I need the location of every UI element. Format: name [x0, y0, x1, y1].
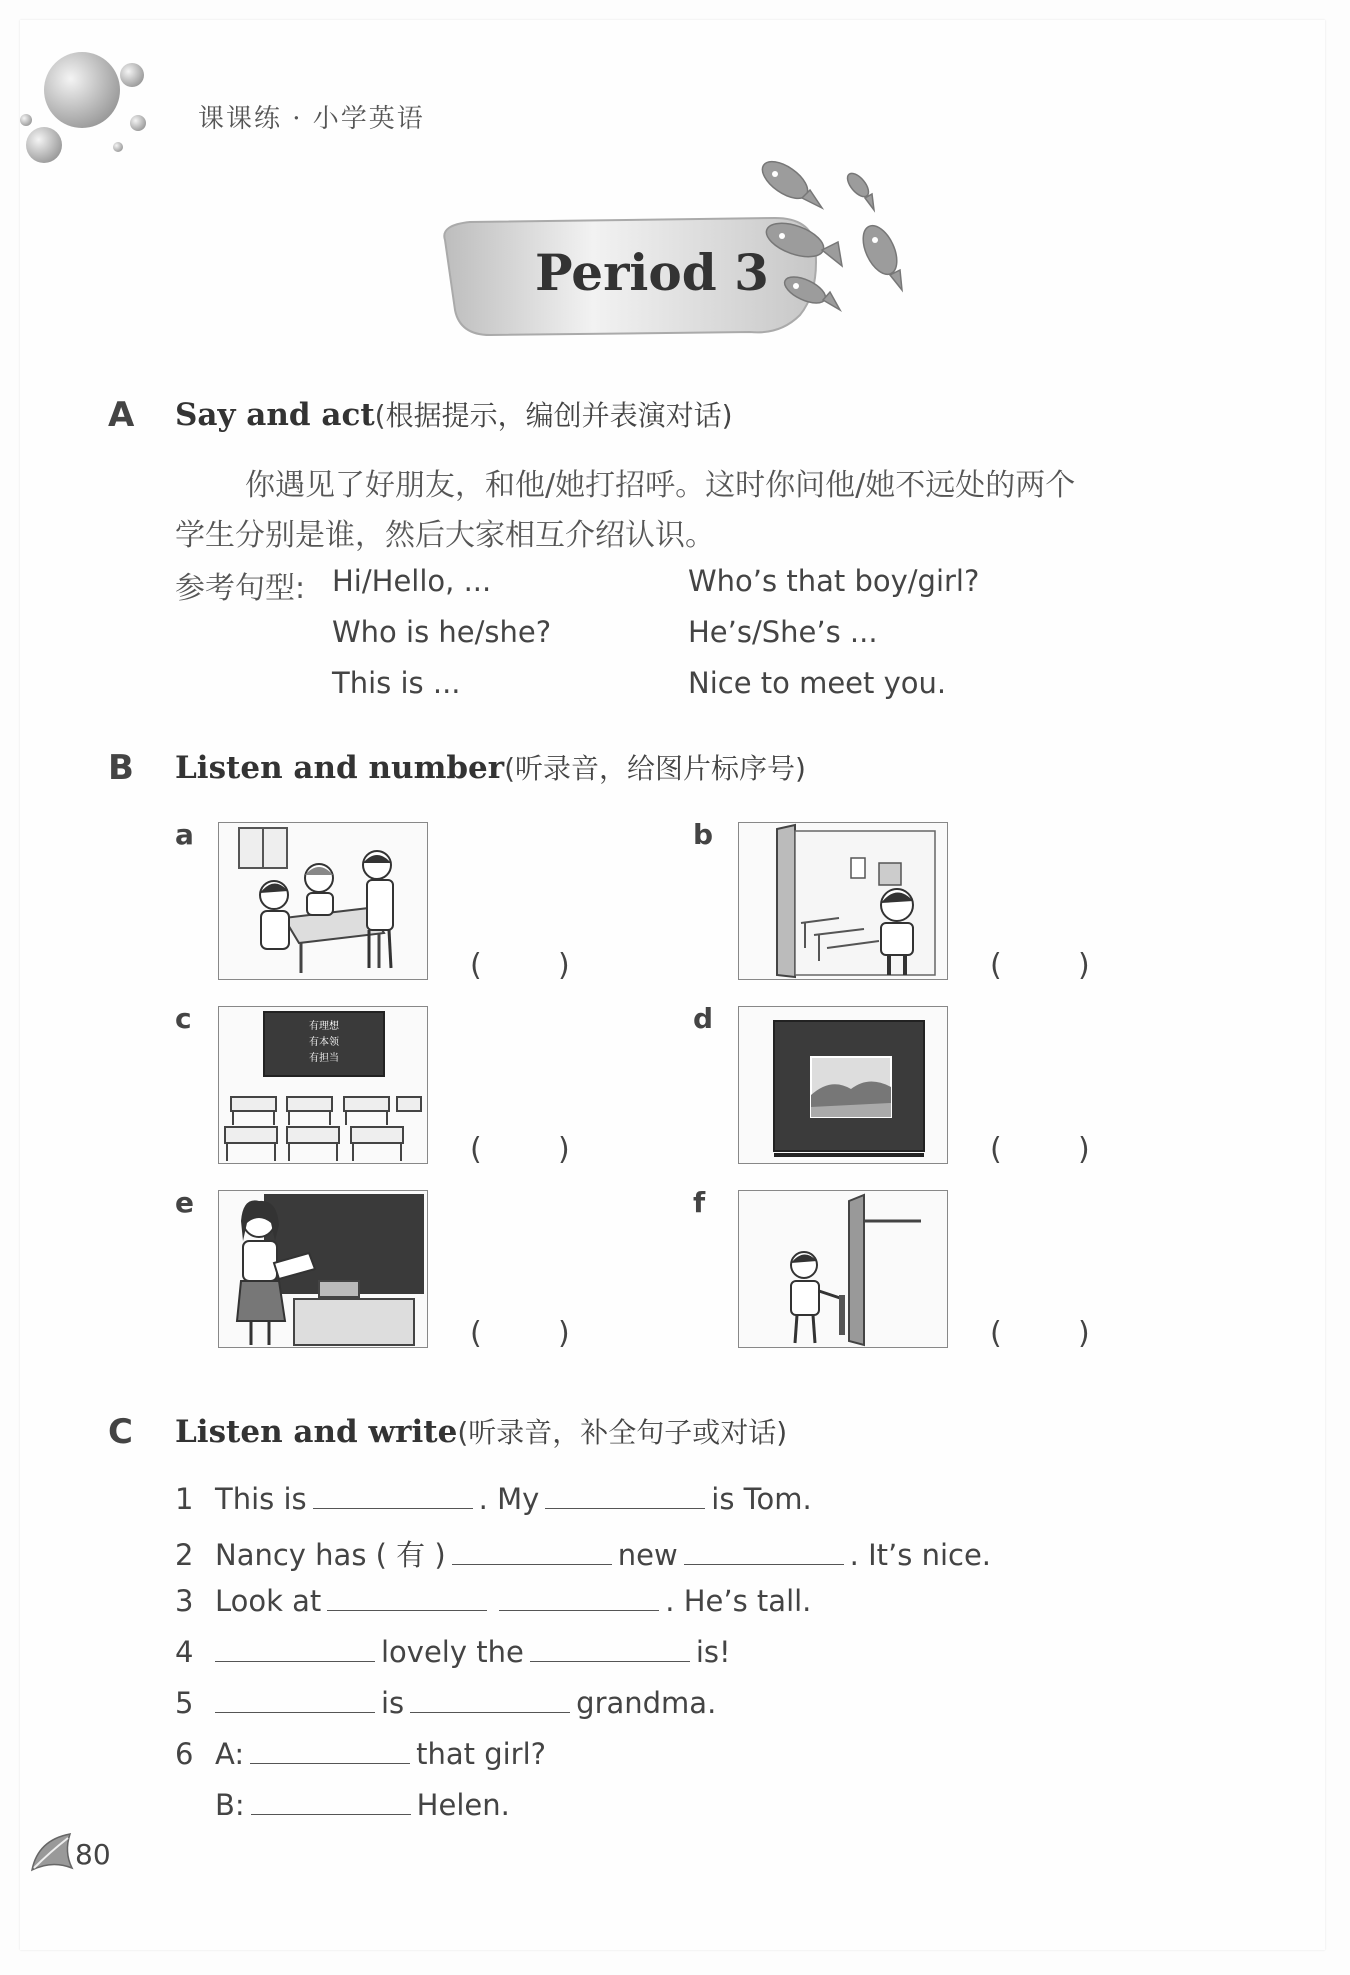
answer-blank[interactable]	[684, 1540, 844, 1565]
answer-paren-close-c: )	[558, 1132, 570, 1167]
section-a-note: (根据提示，编创并表演对话)	[374, 399, 733, 432]
boy-at-classroom-door-picture	[738, 822, 948, 980]
answer-blank[interactable]	[530, 1637, 690, 1662]
phrase-left-2: Who is he/she?	[332, 615, 552, 649]
answer-paren-open-c: (	[470, 1132, 482, 1167]
reference-label: 参考句型:	[175, 571, 306, 606]
section-b-letter: B	[108, 748, 134, 788]
picture-label-a: a	[175, 818, 194, 851]
item-number: 5	[175, 1686, 194, 1720]
phrase-right-1: Who’s that boy/girl?	[688, 564, 980, 598]
answer-blank[interactable]	[250, 1739, 410, 1764]
page-number: 80	[75, 1838, 111, 1871]
item-number: 3	[175, 1584, 194, 1618]
leaf-icon	[28, 1830, 78, 1874]
write-item-1: 1 This is . My is Tom.	[175, 1482, 812, 1516]
write-item-6a: 6 A: that girl?	[175, 1737, 547, 1771]
picture-label-c: c	[175, 1002, 192, 1035]
section-c-letter: C	[108, 1412, 133, 1452]
item-number: 6	[175, 1737, 194, 1771]
boy-at-door-picture	[738, 1190, 948, 1348]
phrase-left-3: This is ...	[332, 666, 461, 700]
board-text-3: 有担当	[309, 1053, 339, 1064]
write-item-6b: B: Helen.	[215, 1788, 510, 1822]
answer-blank[interactable]	[313, 1484, 473, 1509]
teacher-at-desk-picture	[218, 1190, 428, 1348]
section-b-title: Listen and number(听录音，给图片标序号)	[175, 750, 806, 786]
children-at-desk-picture	[218, 822, 428, 980]
answer-blank[interactable]	[215, 1637, 375, 1662]
bubbles-decoration-icon	[20, 45, 170, 175]
board-text-2: 有本领	[309, 1037, 339, 1048]
write-item-5: 5 is grandma.	[175, 1686, 717, 1720]
period-title: Period 3	[535, 243, 769, 302]
answer-blank[interactable]	[452, 1540, 612, 1565]
blackboard-painting-picture	[738, 1006, 948, 1164]
answer-paren-open-b: (	[990, 948, 1002, 983]
running-header: 课课练 · 小学英语	[198, 104, 425, 134]
section-c-title: Listen and write(听录音，补全句子或对话)	[175, 1414, 788, 1450]
picture-label-f: f	[693, 1186, 706, 1219]
answer-paren-open-e: (	[470, 1316, 482, 1351]
section-a-title: Say and act(根据提示，编创并表演对话)	[175, 397, 733, 433]
phrase-right-3: Nice to meet you.	[688, 666, 947, 700]
picture-label-e: e	[175, 1186, 194, 1219]
write-item-2: 2 Nancy has ( 有 ) new . It’s nice.	[175, 1538, 992, 1572]
item-number: 2	[175, 1538, 194, 1572]
section-c-note: (听录音，补全句子或对话)	[457, 1416, 788, 1449]
section-a-letter: A	[108, 395, 135, 435]
picture-label-b: b	[693, 818, 714, 851]
answer-paren-close-a: )	[558, 948, 570, 983]
section-b-note: (听录音，给图片标序号)	[504, 752, 806, 785]
answer-paren-close-e: )	[558, 1316, 570, 1351]
write-item-3: 3 Look at . He’s tall.	[175, 1584, 812, 1618]
answer-paren-open-a: (	[470, 948, 482, 983]
answer-blank[interactable]	[215, 1688, 375, 1713]
section-a-instruction-line1: 你遇见了好朋友，和他/她打招呼。这时你问他/她不远处的两个	[245, 468, 1076, 503]
phrase-right-2: He’s/She’s ...	[688, 615, 878, 649]
section-a-instruction-line2: 学生分别是谁，然后大家相互介绍认识。	[175, 518, 715, 553]
answer-blank[interactable]	[327, 1586, 487, 1611]
phrase-left-1: Hi/Hello, ...	[332, 564, 492, 598]
answer-paren-open-d: (	[990, 1132, 1002, 1167]
answer-paren-close-b: )	[1078, 948, 1090, 983]
classroom-blackboard-picture	[218, 1006, 428, 1164]
picture-label-d: d	[693, 1002, 714, 1035]
answer-blank[interactable]	[545, 1484, 705, 1509]
answer-paren-open-f: (	[990, 1316, 1002, 1351]
answer-blank[interactable]	[251, 1790, 411, 1815]
answer-blank[interactable]	[499, 1586, 659, 1611]
board-text-1: 有理想	[309, 1021, 339, 1032]
answer-blank[interactable]	[410, 1688, 570, 1713]
answer-paren-close-f: )	[1078, 1316, 1090, 1351]
item-number: 1	[175, 1482, 194, 1516]
answer-paren-close-d: )	[1078, 1132, 1090, 1167]
write-item-4: 4 lovely the is!	[175, 1635, 731, 1669]
item-number: 4	[175, 1635, 194, 1669]
